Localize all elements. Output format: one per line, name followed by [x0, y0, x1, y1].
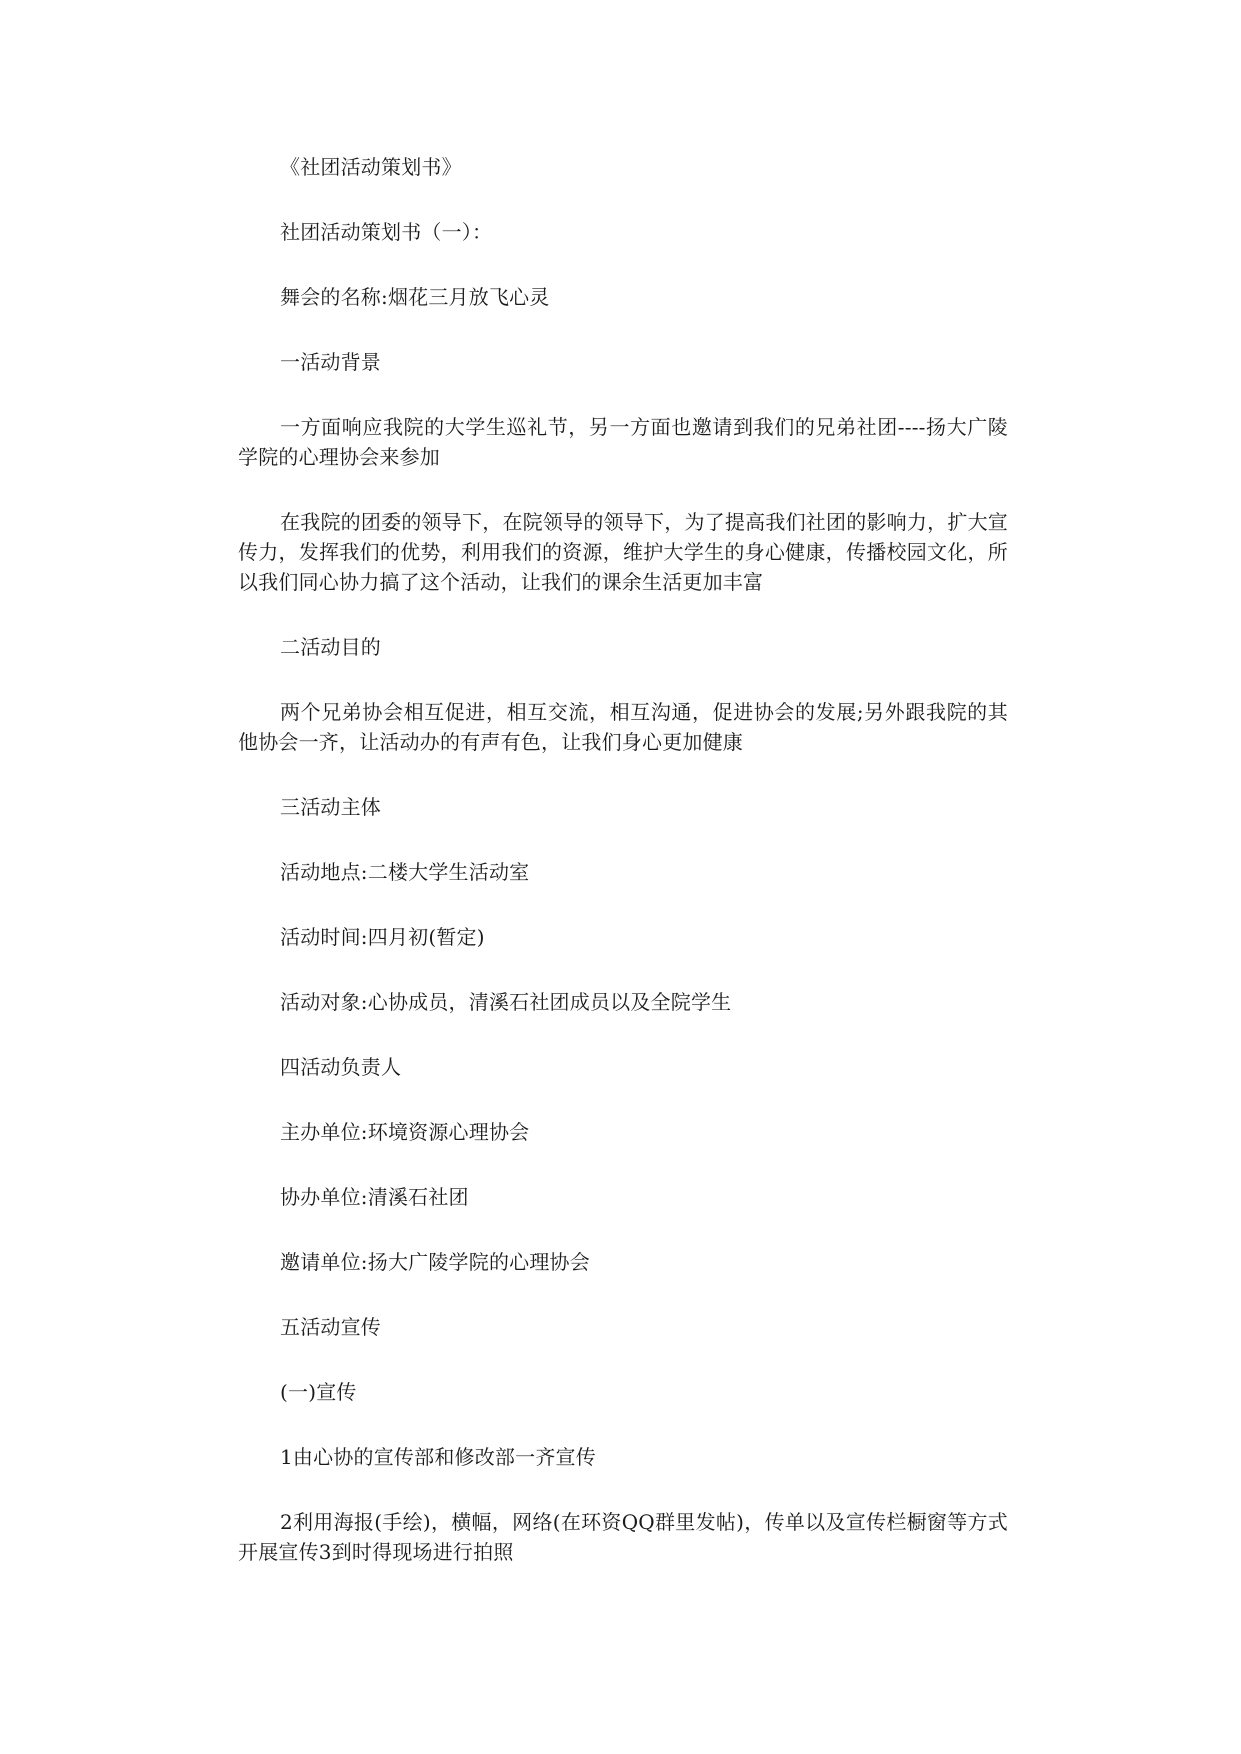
subheading-promotion: (一)宣传 [280, 1380, 357, 1404]
heading-background: 一活动背景 [280, 350, 381, 374]
purpose-paragraph: 两个兄弟协会相互促进，相互交流，相互沟通，促进协会的发展;另外跟我院的其他协会一齐，让活动办的有声有色，让我们身心更加健康 [238, 700, 1008, 754]
promotion-item-1: 1由心协的宣传部和修改部一齐宣传 [280, 1445, 596, 1469]
background-paragraph-2: 在我院的团委的领导下，在院领导的领导下，为了提高我们社团的影响力，扩大宣传力，发挥我们的优势，利用我们的资源，维护大学生的身心健康，传播校园文化，所以我们同心协力搞了这个活动，让我们的课余生活更加丰富 [238, 510, 1008, 594]
doc-title: 《社团活动策划书》 [280, 155, 462, 179]
host-unit: 主办单位:环境资源心理协会 [280, 1120, 530, 1144]
heading-promotion: 五活动宣传 [280, 1315, 381, 1339]
heading-organizers: 四活动负责人 [280, 1055, 402, 1079]
invited-unit: 邀请单位:扬大广陵学院的心理协会 [280, 1250, 590, 1274]
heading-subject: 三活动主体 [280, 795, 381, 819]
background-paragraph-1: 一方面响应我院的大学生巡礼节，另一方面也邀请到我们的兄弟社团----扬大广陵学院的心理协会来参加 [238, 415, 1008, 469]
event-time: 活动时间:四月初(暂定) [280, 925, 485, 949]
event-name: 舞会的名称:烟花三月放飞心灵 [280, 285, 550, 309]
co-host-unit: 协办单位:清溪石社团 [280, 1185, 469, 1209]
event-audience: 活动对象:心协成员，清溪石社团成员以及全院学生 [280, 990, 732, 1014]
promotion-item-2: 2利用海报(手绘)，横幅，网络(在环资QQ群里发帖)，传单以及宣传栏橱窗等方式开展宣传3到时得现场进行拍照 [238, 1510, 1008, 1564]
document-body [238, 152, 1008, 1602]
heading-purpose: 二活动目的 [280, 635, 381, 659]
section-heading-part-one: 社团活动策划书（一）： [280, 220, 493, 244]
event-location: 活动地点:二楼大学生活动室 [280, 860, 530, 884]
